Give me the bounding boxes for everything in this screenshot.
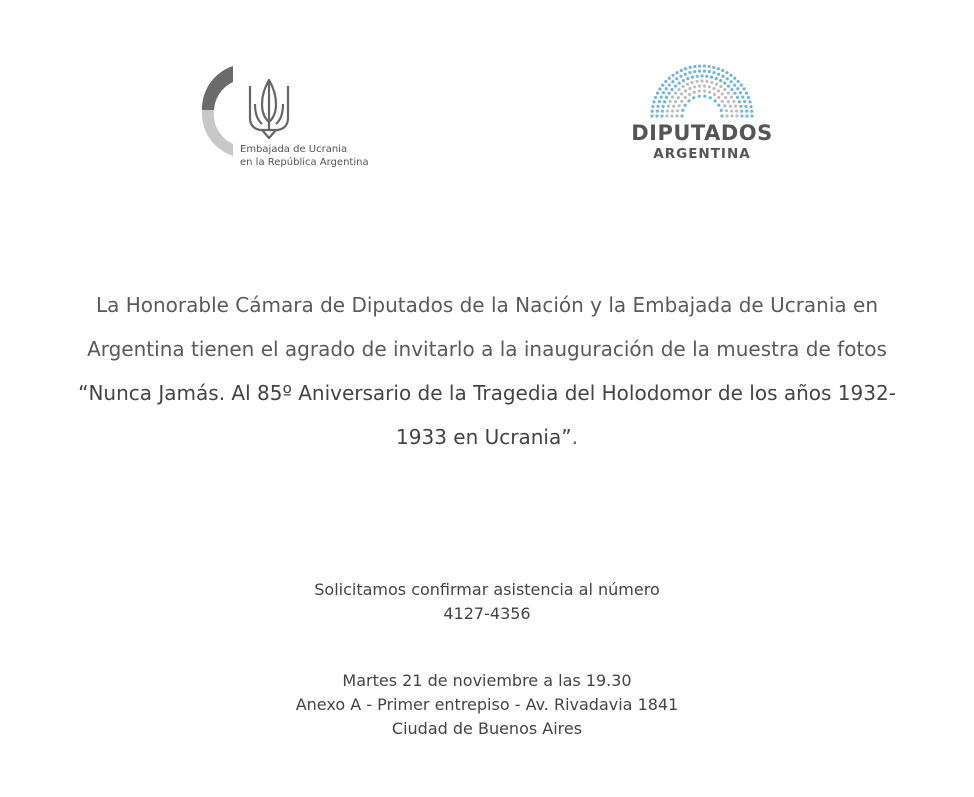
hemicycle-icon — [646, 62, 758, 118]
embassy-logo — [200, 64, 380, 176]
exhibition-title: “Nunca Jamás. Al 85º Aniversario de la Tragedia del Holodomor de los años 1932-1933 en Ucrania” — [78, 381, 896, 449]
event-details — [0, 669, 974, 741]
diputados-logo — [626, 62, 778, 174]
diputados-country: ARGENTINA — [653, 146, 751, 162]
diputados-name: DIPUTADOS — [631, 121, 773, 145]
invitation-intro: La Honorable Cámara de Diputados de la Nación y la Embajada de Ucrania en Argentina tienen el agrado de invitarlo a la inauguración de la muestra de fotos — [87, 293, 887, 361]
rsvp-phone: 4127-4356 — [443, 604, 531, 623]
event-city: Ciudad de Buenos Aires — [391, 719, 583, 738]
rsvp-block — [0, 578, 974, 626]
embassy-name — [240, 143, 369, 169]
event-date: Martes 21 de noviembre a las 19.30 — [342, 671, 632, 690]
rsvp-request: Solicitamos confirmar asistencia al número — [314, 580, 660, 599]
embassy-name-line1: Embajada de Ucrania — [240, 144, 348, 155]
invitation-end: . — [571, 425, 578, 449]
event-location: Anexo A - Primer entrepiso - Av. Rivadavia 1841 — [295, 695, 679, 714]
invitation-text — [60, 283, 914, 459]
embassy-name-line2: en la República Argentina — [240, 157, 369, 168]
